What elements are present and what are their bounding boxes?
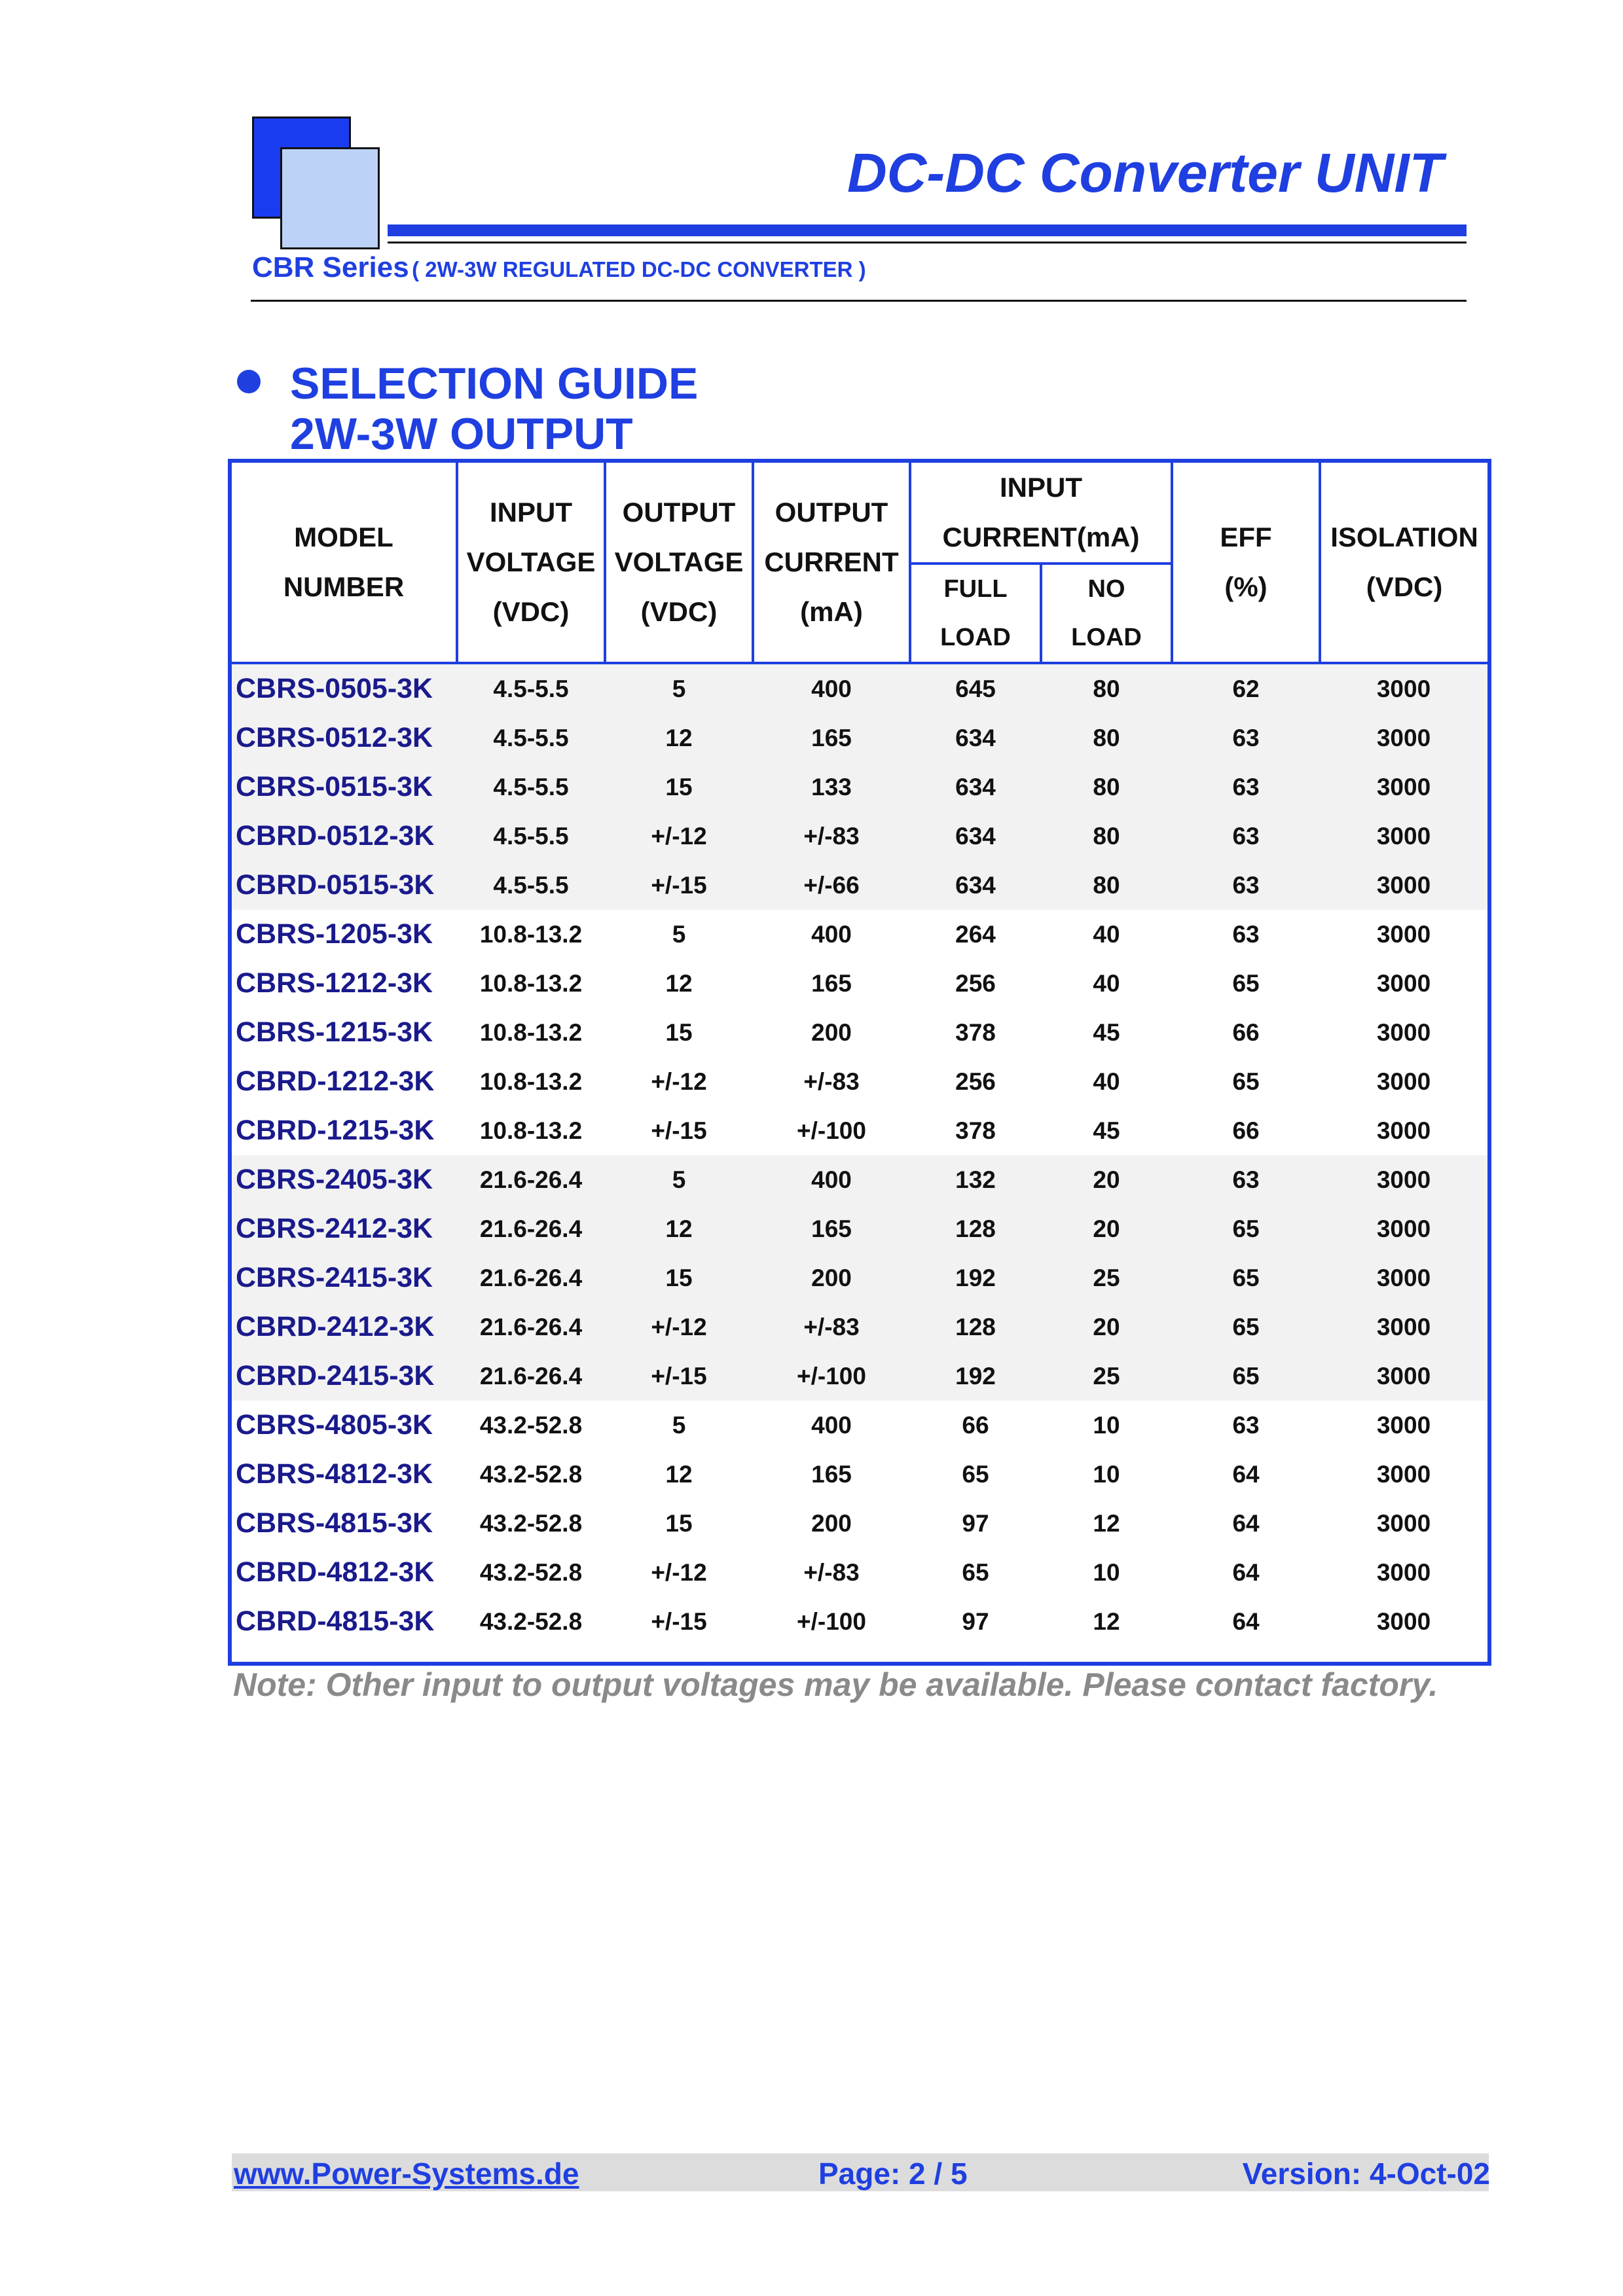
cell-no-load-current: 45: [1093, 1019, 1120, 1046]
cell-input-voltage: 43.2-52.8: [479, 1412, 583, 1439]
cell-model: CBRS-2415-3K: [232, 1253, 457, 1302]
cell-full-load-current: 97: [962, 1608, 989, 1635]
cell-input-voltage: 21.6-26.4: [457, 1352, 605, 1401]
cell-isolation: 3000: [1376, 1559, 1431, 1586]
cell-input-voltage: 21.6-26.4: [457, 1302, 605, 1352]
table-row: [232, 1597, 1487, 1646]
header-output-current: OUTPUT CURRENT (mA): [753, 463, 910, 663]
cell-output-current: +/-83: [803, 1068, 860, 1095]
cell-output-current: +/-83: [753, 1302, 910, 1352]
table-row: [232, 1106, 1487, 1155]
header-isolation: ISOLATION (VDC): [1320, 463, 1487, 663]
cell-input-voltage: 10.8-13.2: [479, 921, 583, 948]
table-header: [232, 463, 1487, 663]
cell-isolation: 3000: [1320, 1204, 1487, 1253]
series-rule: [251, 300, 1467, 302]
table-row: [232, 1352, 1487, 1401]
cell-output-current: 165: [811, 970, 852, 997]
series-line: [252, 251, 866, 284]
cell-model: CBRS-1215-3K: [236, 1016, 433, 1048]
cell-output-current: 400: [753, 1155, 910, 1204]
table-row: [232, 1057, 1487, 1106]
cell-no-load-current: 40: [1093, 921, 1120, 948]
selection-table-frame: [228, 459, 1491, 1666]
selection-table: [232, 463, 1487, 1646]
cell-eff: 62: [1172, 663, 1320, 713]
cell-input-voltage: 43.2-52.8: [479, 1559, 583, 1586]
cell-full-load-current: 65: [962, 1559, 989, 1586]
cell-full-load-current: 634: [910, 713, 1041, 762]
cell-eff: 65: [1172, 1204, 1320, 1253]
cell-output-current: +/-83: [753, 812, 910, 861]
cell-isolation: 3000: [1376, 1461, 1431, 1488]
cell-output-voltage: 12: [605, 1204, 753, 1253]
header-input-voltage: INPUT VOLTAGE (VDC): [457, 463, 605, 663]
cell-no-load-current: 80: [1041, 663, 1172, 713]
cell-model: CBRS-1212-3K: [236, 967, 433, 999]
cell-output-voltage: 15: [665, 1510, 693, 1537]
cell-input-voltage: 4.5-5.5: [457, 713, 605, 762]
cell-full-load-current: 645: [910, 663, 1041, 713]
cell-model: CBRD-0512-3K: [232, 812, 457, 861]
table-row: [232, 1204, 1487, 1253]
cell-no-load-current: 20: [1041, 1204, 1172, 1253]
cell-output-voltage: +/-15: [651, 1117, 707, 1144]
section-heading-line2: 2W-3W OUTPUT: [290, 409, 633, 459]
cell-eff: 63: [1172, 1155, 1320, 1204]
cell-output-voltage: 5: [672, 921, 686, 948]
cell-eff: 64: [1232, 1559, 1260, 1586]
footer-page-number: Page: 2 / 5: [818, 2157, 968, 2191]
cell-no-load-current: 10: [1093, 1461, 1120, 1488]
header-input-current: INPUT CURRENT(mA): [910, 463, 1172, 564]
cell-eff: 63: [1172, 713, 1320, 762]
table-row: [232, 1499, 1487, 1548]
cell-full-load-current: 256: [955, 970, 996, 997]
cell-no-load-current: 20: [1041, 1302, 1172, 1352]
table-row: [232, 663, 1487, 713]
cell-input-voltage: 10.8-13.2: [479, 1117, 583, 1144]
cell-full-load-current: 97: [962, 1510, 989, 1537]
header-model: MODEL NUMBER: [232, 463, 457, 663]
cell-output-current: 165: [811, 1461, 852, 1488]
cell-model: CBRS-0515-3K: [232, 762, 457, 812]
cell-isolation: 3000: [1320, 762, 1487, 812]
cell-eff: 63: [1172, 861, 1320, 910]
cell-output-voltage: 15: [605, 762, 753, 812]
cell-full-load-current: 66: [962, 1412, 989, 1439]
cell-output-voltage: +/-12: [651, 1068, 707, 1095]
cell-full-load-current: 256: [955, 1068, 996, 1095]
cell-output-current: 165: [753, 713, 910, 762]
cell-output-voltage: +/-12: [605, 812, 753, 861]
cell-model: CBRD-1215-3K: [236, 1115, 435, 1146]
cell-no-load-current: 40: [1093, 970, 1120, 997]
footer-url-link[interactable]: www.Power-Systems.de: [234, 2157, 579, 2191]
cell-input-voltage: 21.6-26.4: [457, 1155, 605, 1204]
cell-output-current: +/-100: [797, 1117, 866, 1144]
cell-eff: 65: [1172, 1253, 1320, 1302]
cell-eff: 63: [1172, 812, 1320, 861]
cell-isolation: 3000: [1376, 1117, 1431, 1144]
cell-eff: 64: [1232, 1510, 1260, 1537]
series-name: CBR Series: [252, 251, 409, 283]
table-row: [232, 861, 1487, 910]
cell-no-load-current: 10: [1093, 1559, 1120, 1586]
cell-model: CBRD-4815-3K: [236, 1605, 435, 1637]
cell-input-voltage: 10.8-13.2: [479, 970, 583, 997]
cell-full-load-current: 378: [955, 1019, 996, 1046]
cell-no-load-current: 45: [1093, 1117, 1120, 1144]
title-rule-thick: [388, 224, 1467, 236]
cell-full-load-current: 192: [910, 1253, 1041, 1302]
table-body: [232, 663, 1487, 1646]
cell-full-load-current: 128: [910, 1204, 1041, 1253]
section-heading-line1: SELECTION GUIDE: [290, 359, 699, 408]
cell-isolation: 3000: [1320, 1253, 1487, 1302]
header-no-load: NO LOAD: [1041, 564, 1172, 663]
cell-isolation: 3000: [1320, 1155, 1487, 1204]
cell-model: CBRS-4812-3K: [236, 1458, 433, 1490]
cell-full-load-current: 634: [910, 861, 1041, 910]
cell-no-load-current: 25: [1041, 1352, 1172, 1401]
cell-output-current: 400: [811, 921, 852, 948]
cell-isolation: 3000: [1320, 861, 1487, 910]
cell-output-voltage: +/-12: [651, 1559, 707, 1586]
cell-output-voltage: 15: [605, 1253, 753, 1302]
cell-model: CBRS-2412-3K: [232, 1204, 457, 1253]
cell-eff: 65: [1232, 970, 1260, 997]
cell-eff: 63: [1232, 921, 1260, 948]
cell-output-voltage: +/-15: [651, 1608, 707, 1635]
table-row: [232, 1155, 1487, 1204]
cell-output-current: +/-100: [753, 1352, 910, 1401]
cell-no-load-current: 40: [1093, 1068, 1120, 1095]
cell-output-current: 165: [753, 1204, 910, 1253]
cell-output-current: 133: [753, 762, 910, 812]
cell-input-voltage: 43.2-52.8: [479, 1608, 583, 1635]
cell-output-current: +/-66: [753, 861, 910, 910]
table-row: [232, 1253, 1487, 1302]
cell-isolation: 3000: [1320, 663, 1487, 713]
cell-isolation: 3000: [1320, 1352, 1487, 1401]
cell-isolation: 3000: [1376, 1608, 1431, 1635]
cell-output-current: 200: [753, 1253, 910, 1302]
header-output-voltage: OUTPUT VOLTAGE (VDC): [605, 463, 753, 663]
series-description: ( 2W-3W REGULATED DC-DC CONVERTER ): [412, 257, 866, 281]
table-row: [232, 1302, 1487, 1352]
cell-input-voltage: 43.2-52.8: [479, 1510, 583, 1537]
cell-model: CBRD-0515-3K: [232, 861, 457, 910]
cell-isolation: 3000: [1376, 1412, 1431, 1439]
cell-model: CBRD-2415-3K: [232, 1352, 457, 1401]
table-row: [232, 1401, 1487, 1450]
cell-full-load-current: 378: [955, 1117, 996, 1144]
cell-input-voltage: 4.5-5.5: [457, 812, 605, 861]
cell-no-load-current: 25: [1041, 1253, 1172, 1302]
table-row: [232, 762, 1487, 812]
cell-isolation: 3000: [1320, 812, 1487, 861]
table-row: [232, 812, 1487, 861]
cell-model: CBRS-4805-3K: [236, 1409, 433, 1441]
cell-output-current: 400: [753, 663, 910, 713]
cell-output-voltage: 12: [605, 713, 753, 762]
cell-isolation: 3000: [1376, 1510, 1431, 1537]
footer-version: Version: 4-Oct-02: [1242, 2157, 1490, 2191]
cell-model: CBRS-4815-3K: [236, 1507, 433, 1539]
cell-eff: 64: [1232, 1461, 1260, 1488]
cell-isolation: 3000: [1376, 970, 1431, 997]
table-row: [232, 1450, 1487, 1499]
cell-output-current: +/-83: [803, 1559, 860, 1586]
cell-output-current: 400: [811, 1412, 852, 1439]
cell-model: CBRD-1212-3K: [236, 1066, 435, 1097]
cell-input-voltage: 21.6-26.4: [457, 1204, 605, 1253]
cell-no-load-current: 80: [1041, 713, 1172, 762]
cell-eff: 63: [1232, 1412, 1260, 1439]
cell-output-voltage: 12: [665, 1461, 693, 1488]
cell-no-load-current: 10: [1093, 1412, 1120, 1439]
cell-isolation: 3000: [1376, 1068, 1431, 1095]
table-note: Note: Other input to output voltages may be available. Please contact factory.: [233, 1666, 1438, 1703]
cell-eff: 64: [1232, 1608, 1260, 1635]
cell-input-voltage: 4.5-5.5: [457, 762, 605, 812]
cell-no-load-current: 80: [1041, 861, 1172, 910]
cell-model: CBRD-4812-3K: [236, 1556, 435, 1588]
cell-output-voltage: 12: [665, 970, 693, 997]
cell-output-voltage: +/-15: [605, 1352, 753, 1401]
table-row: [232, 1548, 1487, 1597]
cell-input-voltage: 4.5-5.5: [457, 861, 605, 910]
cell-output-current: 200: [811, 1019, 852, 1046]
cell-model: CBRS-2405-3K: [232, 1155, 457, 1204]
cell-output-voltage: +/-15: [605, 861, 753, 910]
table-row: [232, 959, 1487, 1008]
cell-isolation: 3000: [1320, 1302, 1487, 1352]
cell-full-load-current: 634: [910, 812, 1041, 861]
cell-input-voltage: 10.8-13.2: [479, 1019, 583, 1046]
cell-isolation: 3000: [1320, 713, 1487, 762]
cell-full-load-current: 264: [955, 921, 996, 948]
cell-eff: 63: [1172, 762, 1320, 812]
cell-no-load-current: 20: [1041, 1155, 1172, 1204]
cell-no-load-current: 80: [1041, 812, 1172, 861]
table-row: [232, 1008, 1487, 1057]
cell-model: CBRS-1205-3K: [236, 918, 433, 950]
cell-no-load-current: 12: [1093, 1608, 1120, 1635]
table-row: [232, 713, 1487, 762]
cell-output-voltage: 5: [605, 663, 753, 713]
cell-full-load-current: 132: [910, 1155, 1041, 1204]
cell-input-voltage: 43.2-52.8: [479, 1461, 583, 1488]
bullet-icon: [237, 370, 261, 393]
header-full-load: FULL LOAD: [910, 564, 1041, 663]
cell-full-load-current: 192: [910, 1352, 1041, 1401]
cell-model: CBRS-0505-3K: [232, 663, 457, 713]
cell-eff: 65: [1232, 1068, 1260, 1095]
cell-no-load-current: 80: [1041, 762, 1172, 812]
cell-full-load-current: 65: [962, 1461, 989, 1488]
cell-output-voltage: 5: [605, 1155, 753, 1204]
logo-front-square: [280, 147, 380, 249]
cell-model: CBRS-0512-3K: [232, 713, 457, 762]
header-eff: EFF (%): [1172, 463, 1320, 663]
cell-input-voltage: 10.8-13.2: [479, 1068, 583, 1095]
cell-eff: 66: [1232, 1117, 1260, 1144]
section-heading: [290, 359, 698, 459]
cell-eff: 66: [1232, 1019, 1260, 1046]
cell-no-load-current: 12: [1093, 1510, 1120, 1537]
cell-full-load-current: 128: [910, 1302, 1041, 1352]
cell-output-voltage: +/-12: [605, 1302, 753, 1352]
cell-input-voltage: 4.5-5.5: [457, 663, 605, 713]
cell-output-current: +/-100: [797, 1608, 866, 1635]
cell-output-voltage: 15: [665, 1019, 693, 1046]
cell-isolation: 3000: [1376, 1019, 1431, 1046]
table-row: [232, 910, 1487, 959]
cell-output-voltage: 5: [672, 1412, 686, 1439]
cell-isolation: 3000: [1376, 921, 1431, 948]
cell-full-load-current: 634: [910, 762, 1041, 812]
title-rule-thin: [388, 242, 1467, 243]
document-title: DC-DC Converter UNIT: [847, 142, 1443, 204]
cell-output-current: 200: [811, 1510, 852, 1537]
cell-eff: 65: [1172, 1352, 1320, 1401]
cell-model: CBRD-2412-3K: [232, 1302, 457, 1352]
cell-input-voltage: 21.6-26.4: [457, 1253, 605, 1302]
cell-eff: 65: [1172, 1302, 1320, 1352]
